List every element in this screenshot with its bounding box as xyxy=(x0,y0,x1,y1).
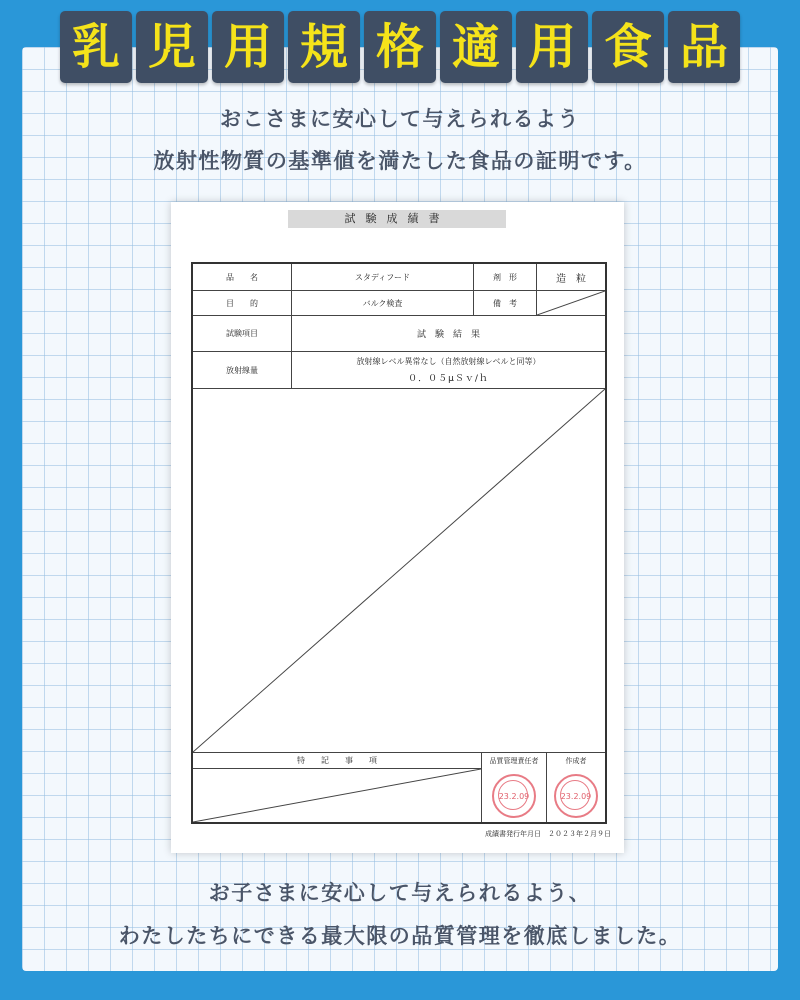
special-notes-label: 特 記 事 項 xyxy=(297,756,377,765)
product-label: 品 名 xyxy=(226,272,258,282)
title-tile: 品 xyxy=(668,11,740,83)
author-stamp: 23.2.09 xyxy=(554,774,598,818)
test-result-label: 試 験 結 果 xyxy=(416,330,480,340)
purpose-label: 目 的 xyxy=(226,298,258,308)
form-value: 造 粒 xyxy=(556,273,586,285)
form-label: 剤 形 xyxy=(493,272,517,282)
title-tile: 適 xyxy=(440,11,512,83)
quality-manager-label: 品質管理責任者 xyxy=(489,756,539,765)
title-tile: 乳 xyxy=(60,11,132,83)
radiation-label: 放射線量 xyxy=(226,365,258,375)
title-tile: 食 xyxy=(592,11,664,83)
remarks-slash xyxy=(537,291,605,315)
certificate-table xyxy=(191,262,607,824)
blank-slash xyxy=(193,389,605,752)
approval-stamp: 23.2.09 xyxy=(492,774,536,818)
radiation-result: 放射線レベル異常なし（自然放射線レベルと同等） xyxy=(356,356,541,366)
lead-line-1: おこさまに安心して与えられるよう xyxy=(220,107,580,131)
product-value: スタディフード xyxy=(354,272,411,282)
issue-date: 成績書発行年月日 ２０２３年２月９日 xyxy=(485,830,611,838)
closing-line-2: わたしたちにできる最大限の品質管理を徹底しました。 xyxy=(118,924,682,948)
title-tile: 用 xyxy=(212,11,284,83)
title-tile: 規 xyxy=(288,11,360,83)
certificate-title: 試験成績書 xyxy=(288,210,506,228)
title-tile: 用 xyxy=(516,11,588,83)
notes-slash xyxy=(193,769,481,822)
closing-line-1: お子さまに安心して与えられるよう、 xyxy=(208,881,592,905)
certificate-sheet xyxy=(171,202,624,853)
remarks-label: 備 考 xyxy=(493,298,517,308)
radiation-value: ０．０５μＳｖ/ｈ xyxy=(408,373,489,384)
page-title xyxy=(0,11,800,83)
author-label: 作成者 xyxy=(565,756,587,765)
title-tile: 児 xyxy=(136,11,208,83)
test-item-label: 試験項目 xyxy=(226,329,258,338)
title-tile: 格 xyxy=(364,11,436,83)
purpose-value: バルク検査 xyxy=(362,298,403,308)
lead-line-2: 放射性物質の基準値を満たした食品の証明です。 xyxy=(153,149,647,173)
